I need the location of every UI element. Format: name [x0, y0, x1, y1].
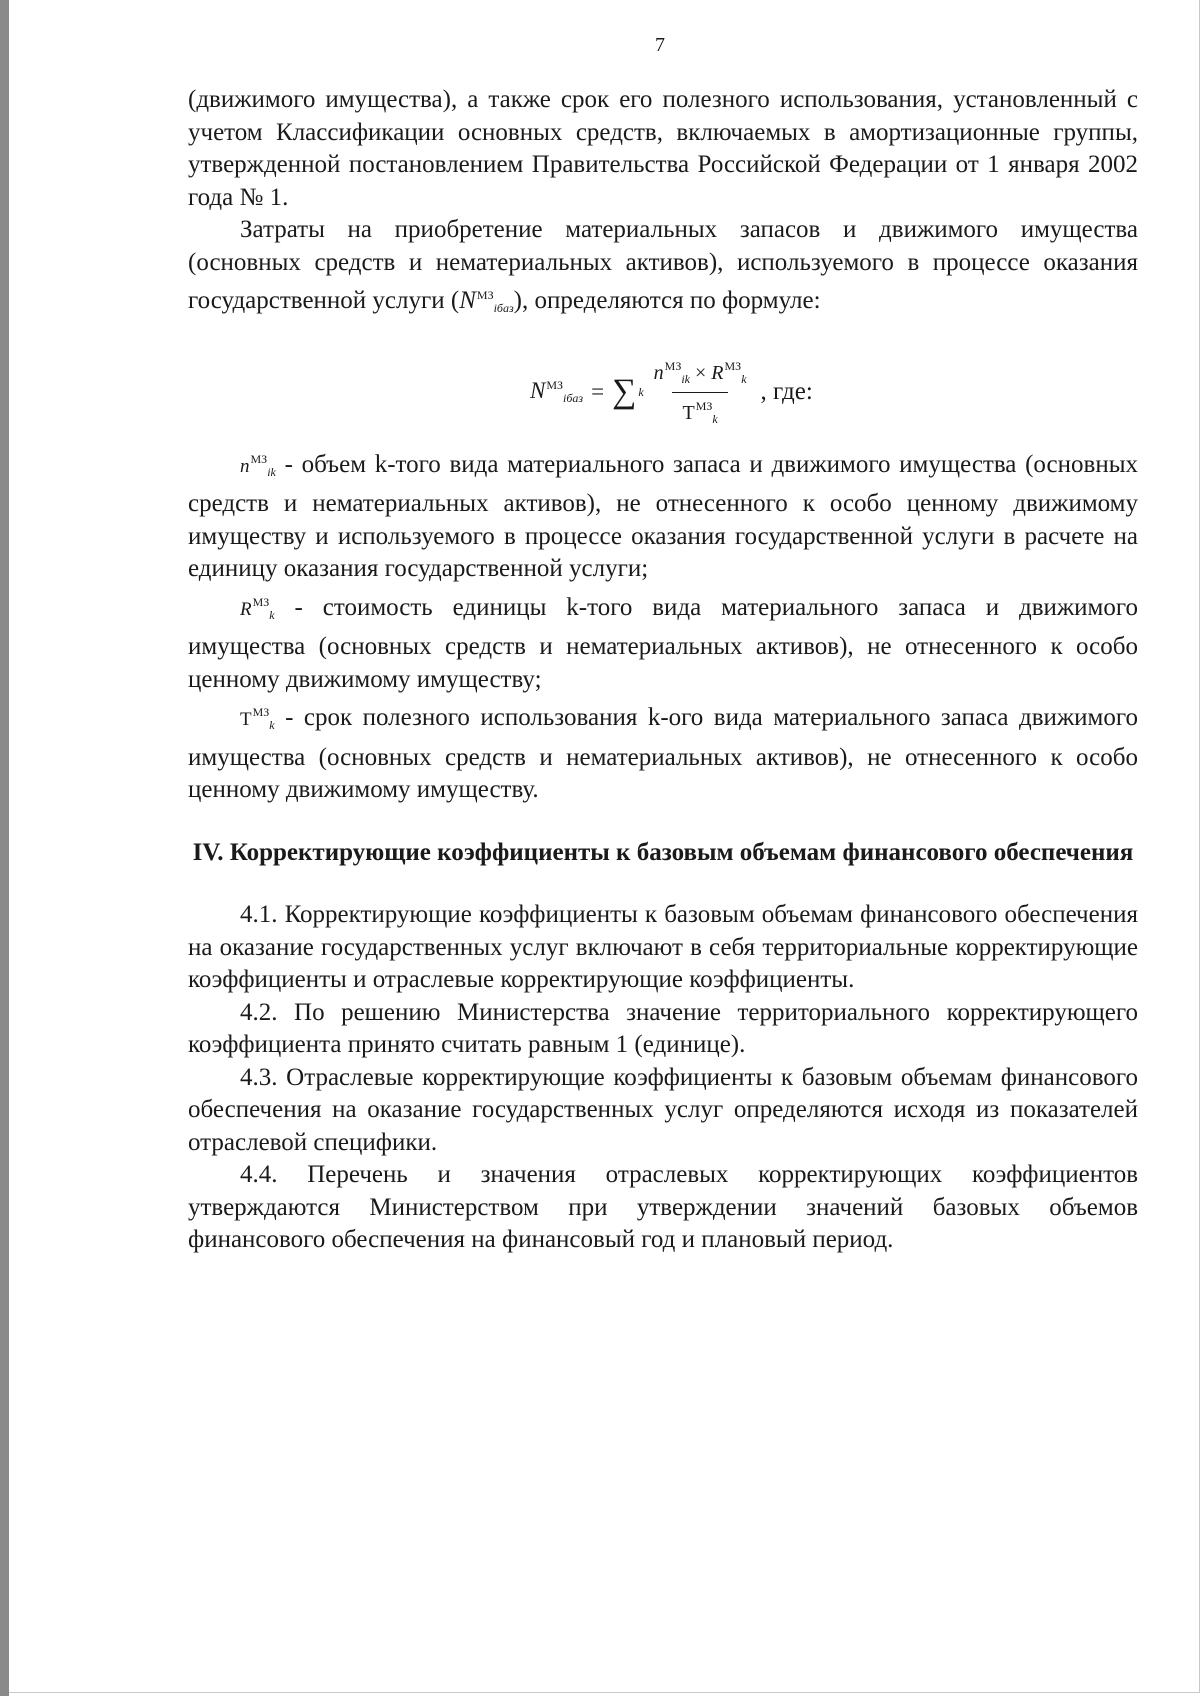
formula-lhs: $N^{МЗ}_{iбаз}$: [530, 378, 584, 406]
definition-r: $R^{МЗ}_k$ - стоимость единицы k-того вида материального запаса и движимого имущества (основных средств и нематериальных активов), не отнесенного к особо ценному движимому имуществу;: [188, 593, 1138, 693]
formula-block: [188, 325, 1138, 443]
formula-where: , где:: [760, 377, 813, 405]
definition-t: $Т^{МЗ}_k$ - срок полезного использования k-ого вида материального запаса движимого имущества (основных средств и нематериальных активов), не отнесенного к особо ценному движимому имуществу.: [188, 704, 1139, 803]
item-4-2: 4.2. По решению Министерства значение территориального корректирующего коэффициента принято считать равным 1 (единице).: [188, 998, 1138, 1058]
inline-symbol-nmz: $(N^{МЗ}_{iбаз})$: [450, 287, 522, 315]
page-number: 7: [655, 34, 665, 56]
item-4-4: 4.4. Перечень и значения отраслевых корректирующих коэффициентов утверждаются Министерством при утверждении значений базовых объемов финансового обеспечения на финансовый год и плановый период.: [188, 1161, 1138, 1253]
paragraph-costs-after: , определяются по формуле:: [521, 287, 821, 314]
paragraph-costs-text: Затраты на приобретение материальных запасов и движимого имущества (основных средств и нематериальных активов), используемого в процессе оказания государственной услуги: [188, 216, 1138, 314]
paragraph-costs: [188, 214, 1138, 325]
fraction-numerator: $n^{МЗ}_{ik} \times R^{МЗ}_k$: [653, 358, 747, 386]
formula-equals: =: [591, 378, 605, 404]
section-heading: IV. Корректирующие коэффициенты к базовым объемам финансового обеспечения: [192, 838, 1134, 866]
definition-n: $n^{МЗ}_{ik}$ - объем k-того вида материального запаса и движимого имущества (основных средств и нематериальных активов), не отнесенного к особо ценному движимому имуществу и используемого в процессе оказания государственной услуги в расчете на единицу оказания государственной услуги;: [188, 450, 1139, 582]
formula: [530, 353, 813, 432]
paragraph-amortization: (движимого имущества), а также срок его полезного использования, установленный с учетом Классификации основных средств, включаемых в амортизационные группы, утвержденной постановлением Правительства Российской Федерации от 1 января 2002 года № 1.: [188, 86, 1138, 211]
document-body: [188, 84, 1138, 1257]
item-4-3: 4.3. Отраслевые корректирующие коэффициенты к базовым объемам финансового обеспечения на оказание государственных услуг определяются исходя из показателей отраслевой специфики.: [188, 1063, 1138, 1156]
sum-index: k: [638, 384, 644, 399]
fraction-denominator: $Т^{МЗ}_k$: [672, 392, 727, 432]
viewer-left-edge: [0, 0, 9, 1696]
item-4-1: 4.1. Корректирующие коэффициенты к базовым объемам финансового обеспечения на оказание государственных услуг включают в себя территориальные корректирующие коэффициенты и отраслевые корректирующие коэффициенты.: [188, 901, 1138, 993]
sum-symbol: ∑: [612, 373, 637, 410]
formula-fraction: [650, 353, 751, 432]
